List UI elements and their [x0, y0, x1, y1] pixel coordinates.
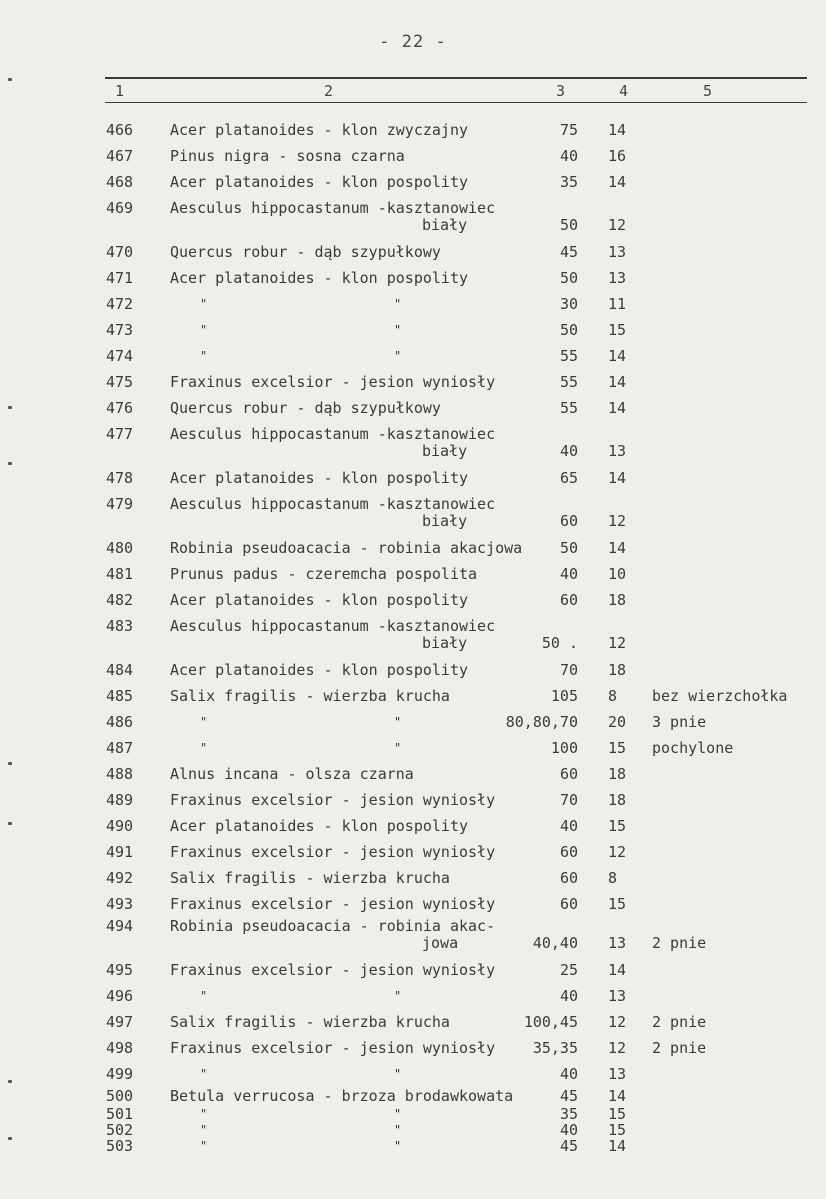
trunk-circumference: 25 [559, 961, 578, 979]
tree-height: 20 [608, 713, 627, 731]
trunk-circumference: 55 [559, 399, 578, 417]
ditto-mark: " [200, 741, 208, 755]
row-number: 502 [106, 1121, 134, 1139]
tree-height: 12 [608, 634, 627, 652]
ditto-mark: " [394, 741, 402, 755]
ditto-mark: " [394, 1067, 402, 1081]
species-name: Robinia pseudoacacia - robinia akacjowa [170, 539, 523, 557]
row-number: 483 [106, 617, 134, 635]
row-number: 503 [106, 1137, 134, 1155]
tree-height: 14 [608, 173, 627, 191]
tree-height: 18 [608, 791, 627, 809]
trunk-circumference: 30 [559, 295, 578, 313]
ditto-mark: " [394, 349, 402, 363]
tree-height: 13 [608, 934, 627, 952]
trunk-circumference: 40 [559, 987, 578, 1005]
tree-height: 14 [608, 347, 627, 365]
tree-height: 15 [608, 739, 627, 757]
species-name: Aesculus hippocastanum -kasztanowiec [170, 495, 496, 513]
species-name-continued: biały [422, 216, 468, 234]
species-name-continued: biały [422, 442, 468, 460]
row-number: 473 [106, 321, 134, 339]
tree-height: 13 [608, 269, 627, 287]
trunk-circumference: 45 [559, 243, 578, 261]
trunk-circumference: 65 [559, 469, 578, 487]
species-name: Fraxinus excelsior - jesion wyniosły [170, 1039, 496, 1057]
ditto-mark: " [200, 297, 208, 311]
row-number: 489 [106, 791, 134, 809]
row-number: 475 [106, 373, 134, 391]
trunk-circumference: 40 [559, 1065, 578, 1083]
trunk-circumference: 40 [559, 817, 578, 835]
row-number: 490 [106, 817, 134, 835]
tree-height: 12 [608, 512, 627, 530]
tree-height: 14 [608, 121, 627, 139]
row-number: 485 [106, 687, 134, 705]
ditto-mark: " [394, 989, 402, 1003]
species-name: Salix fragilis - wierzba krucha [170, 869, 450, 887]
row-number: 477 [106, 425, 134, 443]
tree-height: 12 [608, 216, 627, 234]
column-header-3: 3 [556, 82, 566, 100]
remarks: pochylone [652, 739, 734, 757]
page-number: - 22 - [379, 32, 447, 52]
remarks: 2 pnie [652, 1013, 707, 1031]
species-name: Acer platanoides - klon pospolity [170, 591, 469, 609]
ditto-mark: " [394, 297, 402, 311]
tree-height: 15 [608, 1121, 627, 1139]
tree-height: 13 [608, 243, 627, 261]
trunk-circumference: 60 [559, 895, 578, 913]
species-name: Fraxinus excelsior - jesion wyniosły [170, 961, 496, 979]
species-name: Salix fragilis - wierzba krucha [170, 1013, 450, 1031]
trunk-circumference: 50 . [541, 634, 578, 652]
ditto-mark: " [200, 1123, 208, 1137]
tree-height: 15 [608, 817, 627, 835]
ditto-mark: " [200, 323, 208, 337]
tree-height: 15 [608, 895, 627, 913]
trunk-circumference: 60 [559, 843, 578, 861]
ditto-mark: " [394, 1123, 402, 1137]
species-name: Prunus padus - czeremcha pospolita [170, 565, 478, 583]
tree-height: 13 [608, 442, 627, 460]
trunk-circumference: 35,35 [532, 1039, 578, 1057]
tree-height: 12 [608, 1013, 627, 1031]
species-name: Fraxinus excelsior - jesion wyniosły [170, 895, 496, 913]
row-number: 496 [106, 987, 134, 1005]
row-number: 469 [106, 199, 134, 217]
remarks: bez wierzchołka [652, 687, 788, 705]
row-number: 491 [106, 843, 134, 861]
tree-height: 13 [608, 1065, 627, 1083]
species-name: Quercus robur - dąb szypułkowy [170, 243, 441, 261]
ditto-mark: " [200, 989, 208, 1003]
row-number: 497 [106, 1013, 134, 1031]
row-number: 476 [106, 399, 134, 417]
row-number: 471 [106, 269, 134, 287]
species-name: Salix fragilis - wierzba krucha [170, 687, 450, 705]
row-number: 488 [106, 765, 134, 783]
trunk-circumference: 60 [559, 869, 578, 887]
ditto-mark: " [200, 1067, 208, 1081]
tree-height: 18 [608, 765, 627, 783]
row-number: 486 [106, 713, 134, 731]
species-name: Betula verrucosa - brzoza brodawkowata [170, 1087, 514, 1105]
row-number: 493 [106, 895, 134, 913]
trunk-circumference: 40 [559, 147, 578, 165]
ditto-mark: " [394, 715, 402, 729]
ditto-mark: " [394, 323, 402, 337]
trunk-circumference: 40,40 [532, 934, 578, 952]
tree-height: 18 [608, 591, 627, 609]
ditto-mark: " [200, 349, 208, 363]
trunk-circumference: 40 [559, 565, 578, 583]
tree-height: 15 [608, 321, 627, 339]
tree-height: 14 [608, 373, 627, 391]
species-name: Acer platanoides - klon pospolity [170, 661, 469, 679]
row-number: 467 [106, 147, 134, 165]
tree-height: 8 [608, 687, 618, 705]
trunk-circumference: 35 [559, 173, 578, 191]
tree-height: 14 [608, 539, 627, 557]
species-name: Acer platanoides - klon pospolity [170, 817, 469, 835]
tree-height: 8 [608, 869, 618, 887]
trunk-circumference: 70 [559, 791, 578, 809]
row-number: 501 [106, 1105, 134, 1123]
tree-height: 14 [608, 1137, 627, 1155]
tree-height: 12 [608, 1039, 627, 1057]
tree-height: 14 [608, 469, 627, 487]
trunk-circumference: 45 [559, 1087, 578, 1105]
row-number: 468 [106, 173, 134, 191]
ditto-mark: " [200, 1107, 208, 1121]
trunk-circumference: 40 [559, 1121, 578, 1139]
trunk-circumference: 105 [550, 687, 578, 705]
species-name: Acer platanoides - klon pospolity [170, 469, 469, 487]
tree-height: 16 [608, 147, 627, 165]
row-number: 492 [106, 869, 134, 887]
trunk-circumference: 75 [559, 121, 578, 139]
species-name: Quercus robur - dąb szypułkowy [170, 399, 441, 417]
row-number: 494 [106, 917, 134, 935]
tree-height: 11 [608, 295, 627, 313]
species-name: Alnus incana - olsza czarna [170, 765, 414, 783]
row-number: 474 [106, 347, 134, 365]
species-name: Robinia pseudoacacia - robinia akac- [170, 917, 496, 935]
row-number: 500 [106, 1087, 134, 1105]
species-name-continued: biały [422, 634, 468, 652]
column-header-4: 4 [619, 82, 629, 100]
tree-height: 15 [608, 1105, 627, 1123]
row-number: 495 [106, 961, 134, 979]
trunk-circumference: 100 [550, 739, 578, 757]
tree-height: 18 [608, 661, 627, 679]
column-header-1: 1 [115, 82, 125, 100]
trunk-circumference: 80,80,70 [505, 713, 578, 731]
remarks: 2 pnie [652, 934, 707, 952]
row-number: 482 [106, 591, 134, 609]
column-header-5: 5 [703, 82, 713, 100]
remarks: 2 pnie [652, 1039, 707, 1057]
row-number: 480 [106, 539, 134, 557]
trunk-circumference: 50 [559, 539, 578, 557]
species-name: Aesculus hippocastanum -kasztanowiec [170, 199, 496, 217]
row-number: 484 [106, 661, 134, 679]
species-name: Acer platanoides - klon pospolity [170, 269, 469, 287]
trunk-circumference: 50 [559, 321, 578, 339]
trunk-circumference: 70 [559, 661, 578, 679]
species-name: Fraxinus excelsior - jesion wyniosły [170, 373, 496, 391]
trunk-circumference: 60 [559, 765, 578, 783]
ditto-mark: " [394, 1107, 402, 1121]
tree-height: 14 [608, 1087, 627, 1105]
species-name: Aesculus hippocastanum -kasztanowiec [170, 425, 496, 443]
tree-height: 10 [608, 565, 627, 583]
species-name: Aesculus hippocastanum -kasztanowiec [170, 617, 496, 635]
trunk-circumference: 60 [559, 591, 578, 609]
species-name: Acer platanoides - klon zwyczajny [170, 121, 469, 139]
ditto-mark: " [200, 715, 208, 729]
ditto-mark: " [200, 1139, 208, 1153]
row-number: 498 [106, 1039, 134, 1057]
row-number: 479 [106, 495, 134, 513]
ditto-mark: " [394, 1139, 402, 1153]
tree-height: 14 [608, 399, 627, 417]
row-number: 487 [106, 739, 134, 757]
trunk-circumference: 35 [559, 1105, 578, 1123]
species-name: Acer platanoides - klon pospolity [170, 173, 469, 191]
trunk-circumference: 45 [559, 1137, 578, 1155]
row-number: 499 [106, 1065, 134, 1083]
trunk-circumference: 60 [559, 512, 578, 530]
species-name: Fraxinus excelsior - jesion wyniosły [170, 791, 496, 809]
species-name: Pinus nigra - sosna czarna [170, 147, 405, 165]
tree-height: 14 [608, 961, 627, 979]
tree-height: 13 [608, 987, 627, 1005]
species-name-continued: jowa [422, 934, 459, 952]
trunk-circumference: 50 [559, 216, 578, 234]
row-number: 472 [106, 295, 134, 313]
column-header-2: 2 [324, 82, 334, 100]
trunk-circumference: 50 [559, 269, 578, 287]
row-number: 466 [106, 121, 134, 139]
species-name: Fraxinus excelsior - jesion wyniosły [170, 843, 496, 861]
row-number: 470 [106, 243, 134, 261]
remarks: 3 pnie [652, 713, 707, 731]
trunk-circumference: 100,45 [523, 1013, 578, 1031]
species-name-continued: biały [422, 512, 468, 530]
trunk-circumference: 55 [559, 373, 578, 391]
row-number: 481 [106, 565, 134, 583]
trunk-circumference: 55 [559, 347, 578, 365]
tree-height: 12 [608, 843, 627, 861]
trunk-circumference: 40 [559, 442, 578, 460]
row-number: 478 [106, 469, 134, 487]
